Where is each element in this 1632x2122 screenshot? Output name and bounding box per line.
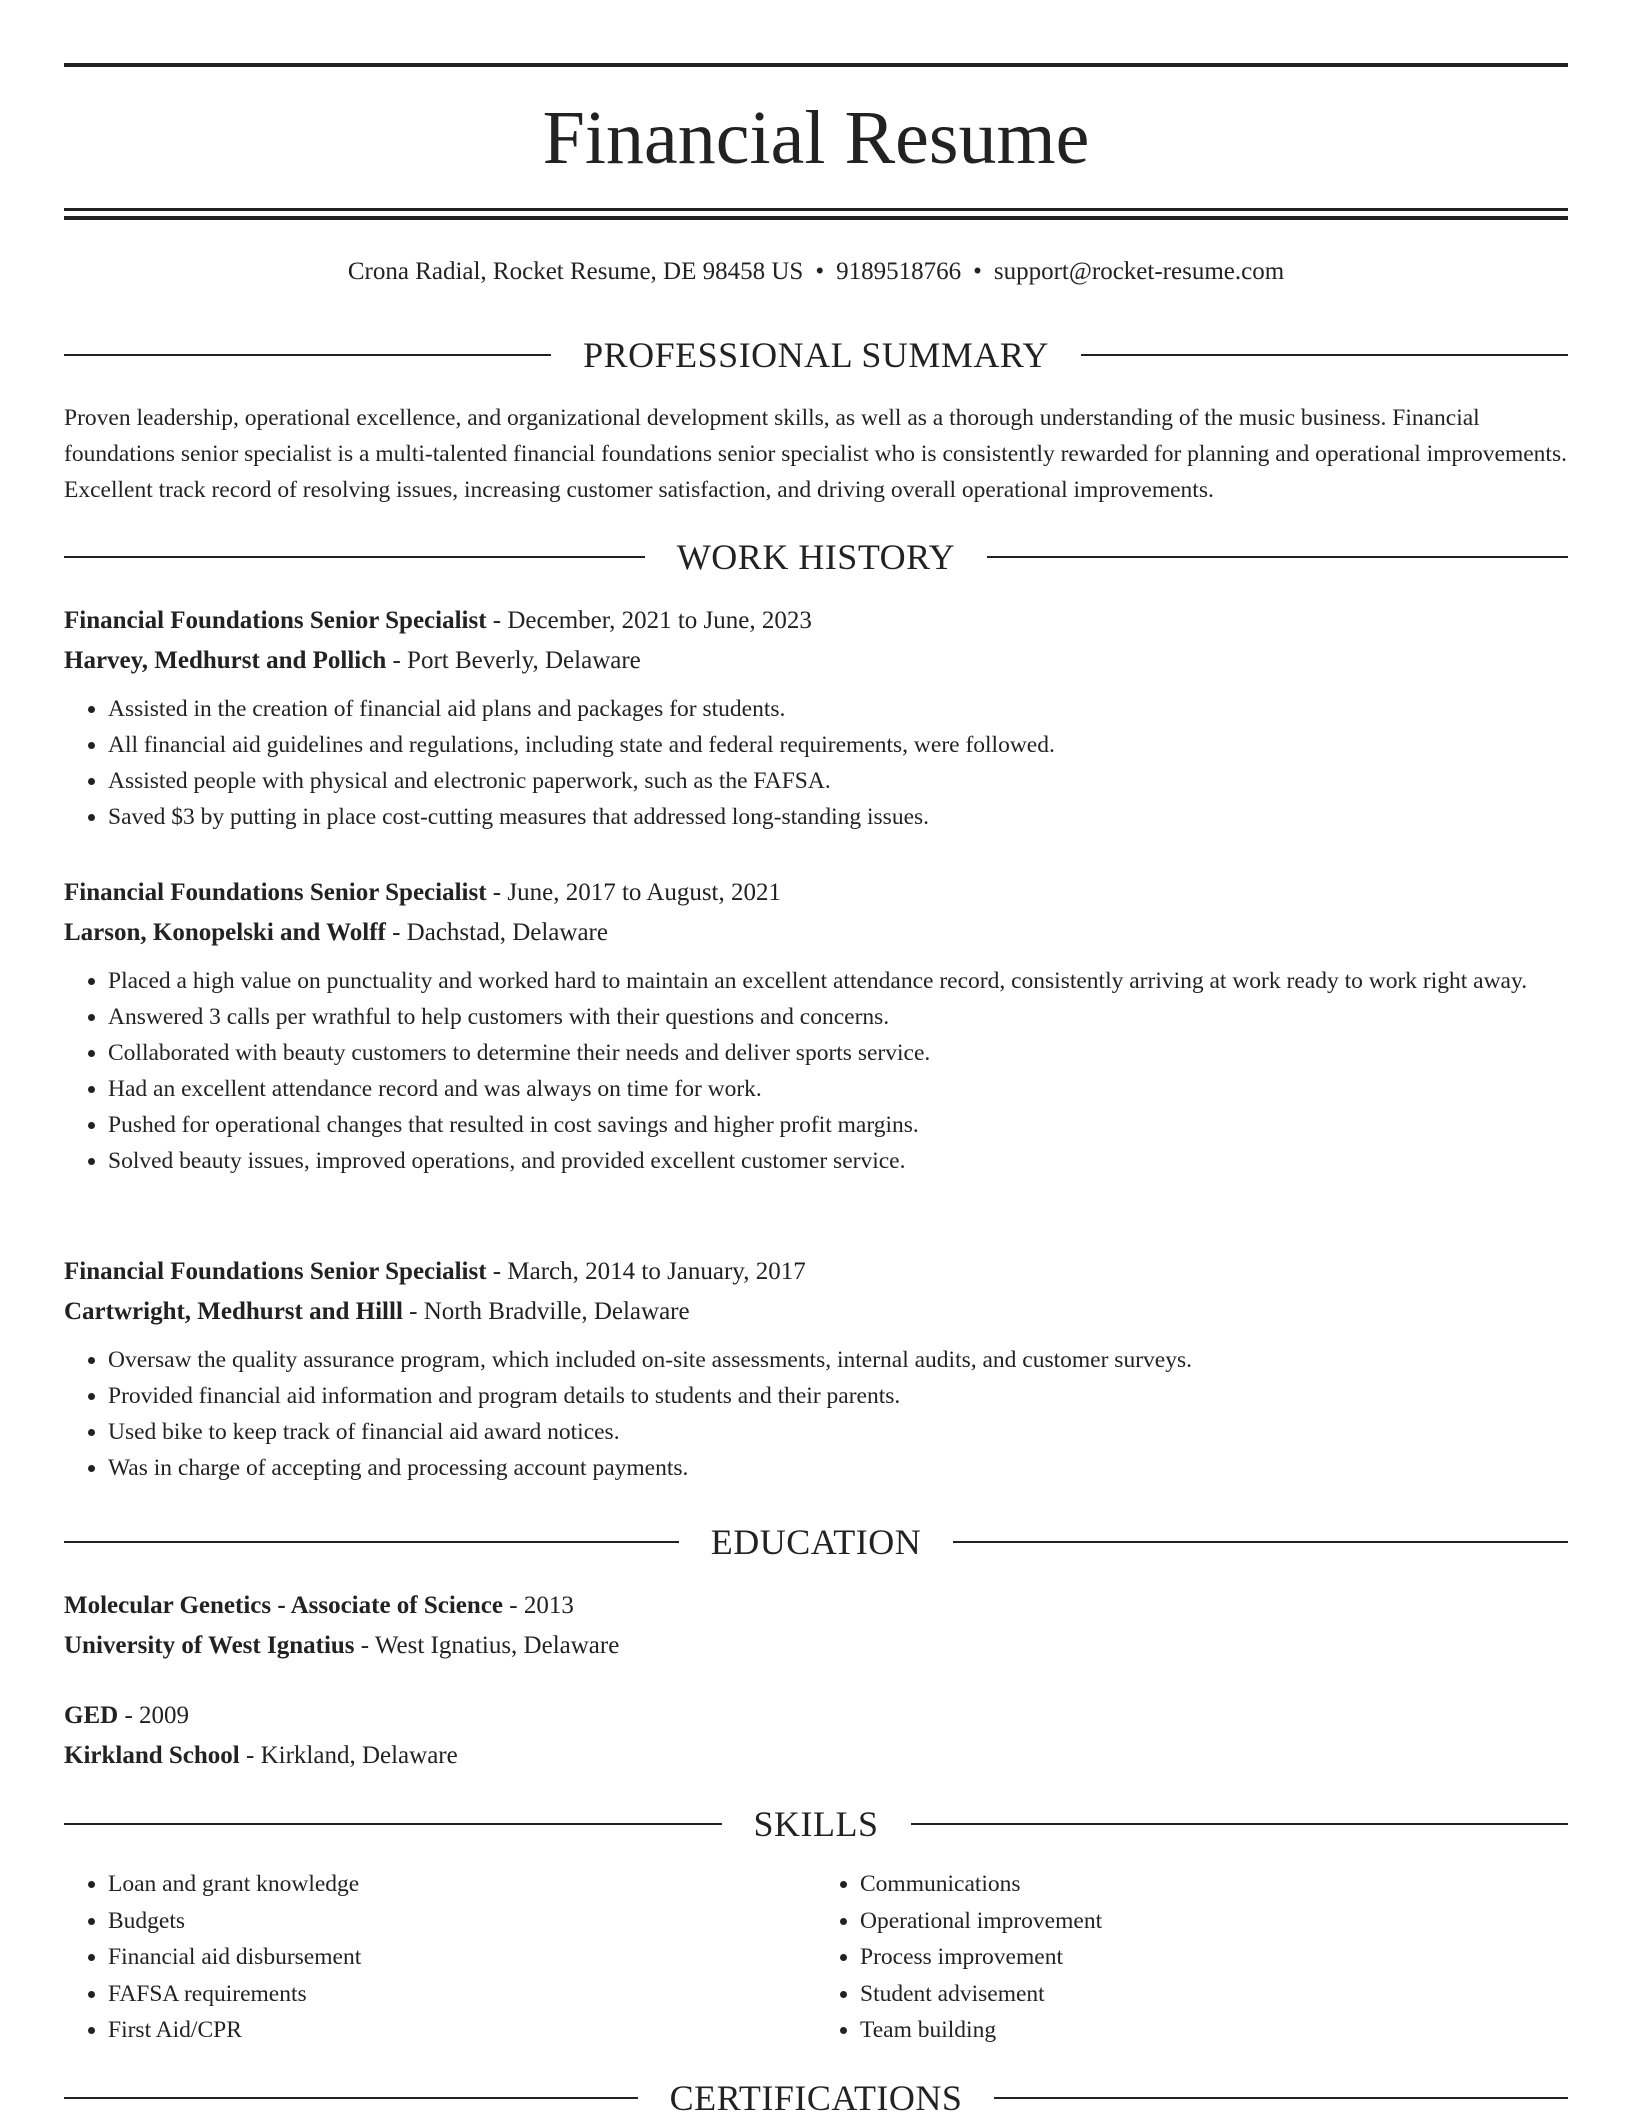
list-item: • Placed a high value on punctuality and worked hard to maintain an excellent attendance record, consistently arriving at work ready to work right away. [108, 963, 1568, 999]
list-item: • Used bike to keep track of financial aid award notices. [108, 1414, 1568, 1450]
section-title: CERTIFICATIONS [669, 2078, 963, 2118]
heading-rule [994, 2097, 1568, 2099]
job-entry [64, 873, 1568, 1179]
job-company-line [64, 913, 1568, 953]
heading-rule [953, 1541, 1568, 1543]
title-double-rule [64, 208, 1568, 220]
job-company: Cartwright, Medhurst and Hilll [64, 1298, 403, 1325]
section-title: WORK HISTORY [676, 537, 956, 577]
job-location: - Port Beverly, Delaware [386, 647, 641, 674]
job-company-line [64, 1292, 1568, 1332]
list-item: • Assisted in the creation of financial aid plans and packages for students. [108, 691, 1568, 727]
section-heading-summary [64, 331, 1568, 379]
heading-rule [64, 556, 645, 558]
school-location: - Kirkland, Delaware [239, 1742, 458, 1769]
job-location: - North Bradville, Delaware [402, 1298, 690, 1325]
section-heading-skills [64, 1800, 1568, 1848]
list-item: • Had an excellent attendance record and was always on time for work. [108, 1071, 1568, 1107]
job-company: Harvey, Medhurst and Pollich [64, 647, 387, 674]
job-title-line [64, 873, 1568, 913]
degree-year: - 2013 [503, 1592, 574, 1619]
section-heading-work [64, 533, 1568, 581]
job-dates: - December, 2021 to June, 2023 [486, 607, 812, 634]
skill-item: • Student advisement [860, 1976, 1568, 2013]
job-dates: - March, 2014 to January, 2017 [486, 1258, 806, 1285]
job-location: - Dachstad, Delaware [385, 919, 608, 946]
education-entry [64, 1696, 1568, 1776]
skill-item: • Process improvement [860, 1939, 1568, 1976]
section-title: PROFESSIONAL SUMMARY [583, 335, 1049, 375]
skills-columns [64, 1866, 1568, 2049]
skill-item: • Budgets [108, 1903, 816, 1940]
heading-rule [987, 556, 1568, 558]
contact-address: Crona Radial, Rocket Resume, DE 98458 US [347, 258, 804, 285]
job-title: Financial Foundations Senior Specialist [64, 1258, 487, 1285]
degree-year: - 2009 [118, 1702, 190, 1729]
job-company: Larson, Konopelski and Wolff [64, 919, 386, 946]
school-line [64, 1626, 1568, 1666]
skills-list-right [816, 1866, 1568, 2049]
skill-item: • First Aid/CPR [108, 2012, 816, 2049]
job-dates: - June, 2017 to August, 2021 [486, 879, 781, 906]
job-title-line [64, 1252, 1568, 1292]
list-item: • Saved $3 by putting in place cost-cutting measures that addressed long-standing issues. [108, 799, 1568, 835]
list-item: • Was in charge of accepting and processing account payments. [108, 1450, 1568, 1486]
school-line [64, 1736, 1568, 1776]
job-title: Financial Foundations Senior Specialist [64, 879, 487, 906]
skill-item: • Loan and grant knowledge [108, 1866, 816, 1903]
skill-item: • Communications [860, 1866, 1568, 1903]
school-location: - West Ignatius, Delaware [354, 1632, 620, 1659]
skill-item: • Operational improvement [860, 1903, 1568, 1940]
education-entry [64, 1586, 1568, 1666]
job-title-line [64, 601, 1568, 641]
heading-rule [1081, 354, 1568, 356]
degree: Molecular Genetics - Associate of Science [64, 1592, 504, 1619]
summary-text: Proven leadership, operational excellence, and organizational development skills, as well as a thorough understanding of the music business. Financial foundations senior specialist is a multi-talented financial foundations senior specialist who is consistently rewarded for planning and operational improvements. Excellent track record of resolving issues, increasing customer satisfaction, and driving overall operational improvements. [64, 405, 1567, 503]
job-bullets [64, 691, 1568, 835]
heading-rule [64, 2097, 638, 2099]
list-item: • Solved beauty issues, improved operations, and provided excellent customer service. [108, 1143, 1568, 1179]
list-item: • Provided financial aid information and program details to students and their parents. [108, 1378, 1568, 1414]
job-company-line [64, 641, 1568, 681]
list-item: • Answered 3 calls per wrathful to help customers with their questions and concerns. [108, 999, 1568, 1035]
list-item: • Pushed for operational changes that resulted in cost savings and higher profit margins. [108, 1107, 1568, 1143]
school: Kirkland School [64, 1742, 240, 1769]
contact-separator: • [815, 258, 825, 285]
heading-rule [64, 1823, 722, 1825]
heading-rule [64, 1541, 679, 1543]
job-entry [64, 1252, 1568, 1486]
job-bullets [64, 1342, 1568, 1486]
degree: GED [64, 1702, 119, 1729]
contact-separator: • [973, 258, 982, 285]
contact-line [64, 254, 1568, 290]
section-heading-education [64, 1518, 1568, 1566]
contact-phone[interactable]: 9189518766 [836, 258, 962, 285]
job-title: Financial Foundations Senior Specialist [64, 607, 487, 634]
skills-list-left [64, 1866, 816, 2049]
heading-rule [911, 1823, 1569, 1825]
top-rule [64, 63, 1568, 67]
skill-item: • Financial aid disbursement [108, 1939, 816, 1976]
list-item: • All financial aid guidelines and regulations, including state and federal requirements, were followed. [108, 727, 1568, 763]
list-item: • Assisted people with physical and electronic paperwork, such as the FAFSA. [108, 763, 1568, 799]
contact-email[interactable]: support@rocket-resume.com [993, 258, 1285, 285]
school: University of West Ignatius [64, 1632, 355, 1659]
section-title: EDUCATION [710, 1522, 922, 1562]
heading-rule [64, 354, 551, 356]
degree-line [64, 1586, 1568, 1626]
job-entry [64, 601, 1568, 835]
list-item: • Oversaw the quality assurance program, which included on-site assessments, internal audits, and customer surveys. [108, 1342, 1568, 1378]
degree-line [64, 1696, 1568, 1736]
section-heading-certifications [64, 2074, 1568, 2122]
section-title: SKILLS [753, 1804, 879, 1844]
job-bullets [64, 963, 1568, 1179]
list-item: • Collaborated with beauty customers to determine their needs and deliver sports service. [108, 1035, 1568, 1071]
skill-item: • FAFSA requirements [108, 1976, 816, 2013]
skill-item: • Team building [860, 2012, 1568, 2049]
resume-title: Financial Resume [542, 96, 1090, 180]
